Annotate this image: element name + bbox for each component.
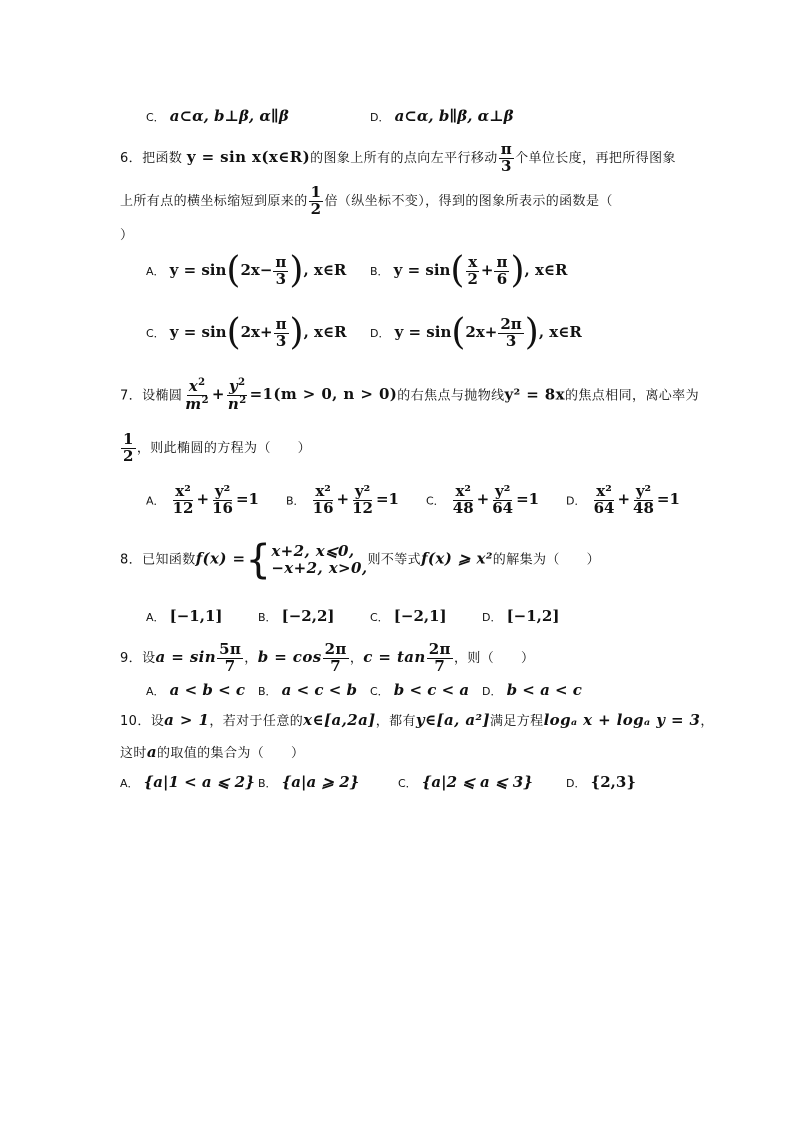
q7-option-d: D． $\frac{\text{x²}}{64}$ + $\frac{\text{y²}}{48}$ =1 xyxy=(566,482,680,517)
q9-a: a = sin xyxy=(155,647,217,666)
option-label: A． xyxy=(146,685,165,698)
question-number: 6． xyxy=(120,150,143,166)
option-inner: 2x+ xyxy=(465,323,498,341)
question-number: 8． xyxy=(120,552,143,568)
question-number: 7． xyxy=(120,388,143,404)
q6-option-b: B． y = sin( $\frac{x}{2}$ + $\frac{\pi}{6}$ ), x∈R xyxy=(370,250,568,291)
q9-option-a xyxy=(146,680,245,699)
q10-text: ，若对于任意的 xyxy=(209,714,304,729)
option-inner: 2x+ xyxy=(240,323,273,341)
option-label: C． xyxy=(398,777,417,790)
q6-option-a: A． y = sin(2x− $\frac{\pi}{3}$ ), x∈R xyxy=(146,250,347,291)
q10-condition: a > 1 xyxy=(164,711,210,729)
option-tail: , x∈R xyxy=(303,261,347,279)
option-label: D． xyxy=(370,327,390,340)
option-lead: y = sin xyxy=(169,261,227,279)
question-number: 9． xyxy=(120,650,143,666)
q6-stem-line1 xyxy=(120,142,676,175)
q7-text: ，则此椭圆的方程为（ ） xyxy=(136,440,312,456)
q8-piecewise: x+2, x⩽0, −x+2, x>0, xyxy=(271,541,368,577)
q6-text: 个单位长度，再把所得图象 xyxy=(515,150,676,166)
option-label: C． xyxy=(426,494,445,508)
q9-stem: 9．设a = sin $\frac{5\pi}{7}$ ，b = cos $\frac{2\pi}{7}$ ，c = tan $\frac{2\pi}{7}$ ，则（ ） xyxy=(120,640,535,675)
option-label: C． xyxy=(146,327,165,340)
q8-text: 则不等式 xyxy=(367,552,422,568)
q10-text: 设 xyxy=(150,714,165,729)
q6-stem-line2 xyxy=(120,185,613,218)
option-math: a⊂α, b⊥β, α∥β xyxy=(169,107,289,125)
option-value: [−1,2] xyxy=(506,607,560,625)
q10-text: ，都有 xyxy=(375,714,416,729)
q6-stem-line3 xyxy=(120,224,133,243)
option-tail: , x∈R xyxy=(303,323,347,341)
q7-option-c: C． $\frac{\text{x²}}{48}$ + $\frac{\text{y²}}{64}$ =1 xyxy=(426,482,540,517)
q6-text: 倍（纵坐标不变），得到的图象所表示的函数是（ xyxy=(324,193,613,209)
q5-option-c xyxy=(146,106,289,125)
option-label: D． xyxy=(370,111,390,124)
option-label: B． xyxy=(286,494,305,508)
option-label: B． xyxy=(258,685,277,698)
option-value: [−2,2] xyxy=(281,607,335,625)
q10-option-b xyxy=(258,772,359,791)
q10-text: ， xyxy=(700,714,714,729)
q8-text: 已知函数 xyxy=(142,552,196,568)
q10-var: a xyxy=(146,743,157,761)
q8-stem: 8．已知函数f(x) ={ x+2, x⩽0, −x+2, x>0, 则不等式f(x) ⩾ x²的解集为（ ） xyxy=(120,537,600,583)
q7-option-a: A． $\frac{\text{x²}}{12}$ + $\frac{\text{y²}}{16}$ =1 xyxy=(146,482,259,517)
option-value: a < b < c xyxy=(169,681,245,699)
q6-option-d: D． y = sin(2x+ $\frac{2\pi}{3}$ ), x∈R xyxy=(370,312,582,353)
q8-option-a xyxy=(146,606,222,625)
option-tail: , x∈R xyxy=(538,323,582,341)
q10-stem-line2 xyxy=(120,742,304,761)
q8-option-c xyxy=(370,606,447,625)
q10-text: 满足方程 xyxy=(489,714,544,729)
q7-text: 设椭圆 xyxy=(142,388,183,404)
q9-option-c xyxy=(370,680,469,699)
option-label: C． xyxy=(370,611,389,624)
q6-scale-fraction: $\frac{1}{2}$ xyxy=(310,183,322,218)
q9-option-d xyxy=(482,680,582,699)
q10-text: 这时 xyxy=(120,746,147,761)
option-label: D． xyxy=(482,611,502,624)
q10-equation: logₐ x + logₐ y = 3 xyxy=(543,711,701,729)
q6-shift-fraction: $\frac{\pi}{3}$ xyxy=(500,140,513,175)
option-label: A． xyxy=(146,611,165,624)
option-value: b < c < a xyxy=(393,681,470,699)
q8-option-d xyxy=(482,606,559,625)
option-label: D． xyxy=(482,685,502,698)
q7-eccentricity: $\frac{1}{2}$ xyxy=(123,430,134,465)
q10-option-c xyxy=(398,772,533,791)
q8-inequality: f(x) ⩾ x² xyxy=(421,549,493,568)
option-value: [−1,1] xyxy=(169,607,223,625)
q7-parabola: y² = 8x xyxy=(504,385,565,404)
q10-stem-line1 xyxy=(120,710,714,729)
option-label: C． xyxy=(146,111,165,124)
q6-text: 上所有点的横坐标缩短到原来的 xyxy=(120,193,308,209)
option-math: a⊂α, b∥β, α⊥β xyxy=(394,107,514,125)
q8-text: 的解集为（ ） xyxy=(492,552,600,568)
q10-text: 的取值的集合为（ ） xyxy=(156,746,305,761)
option-lead: y = sin xyxy=(394,323,452,341)
q9-b: b = cos xyxy=(257,647,322,666)
option-label: C． xyxy=(370,685,389,698)
option-value: {a|a ⩾ 2} xyxy=(281,773,360,791)
q9-text: ，则（ ） xyxy=(453,650,535,666)
option-label: B． xyxy=(370,265,389,278)
q6-text: ） xyxy=(120,228,134,243)
q9-c: c = tan xyxy=(363,647,426,666)
option-label: D． xyxy=(566,494,586,508)
q10-y-range: y∈[a, a²] xyxy=(415,711,490,729)
option-inner: 2x− xyxy=(240,261,273,279)
option-label: B． xyxy=(258,611,277,624)
q10-option-a xyxy=(120,772,255,791)
q7-option-b: B． $\frac{\text{x²}}{16}$ + $\frac{\text{y²}}{12}$ =1 xyxy=(286,482,399,517)
q7-stem-line1: 7．设椭圆 $\frac{x^2}{m^2}$ + $\frac{y^2}{n^2}$ =1(m > 0, n > 0)的右焦点与抛物线y² = 8x的焦点相同，离心率为 xyxy=(120,377,699,413)
q7-ellipse-condition: =1(m > 0, n > 0) xyxy=(249,385,398,404)
option-label: A． xyxy=(146,494,165,508)
q8-option-b xyxy=(258,606,335,625)
option-value: b < a < c xyxy=(506,681,582,699)
q6-function: y = sin x(x∈R) xyxy=(186,147,311,166)
option-label: A． xyxy=(120,777,139,790)
option-value: [−2,1] xyxy=(393,607,447,625)
q7-text: 的焦点相同，离心率为 xyxy=(564,388,699,404)
q6-text: 的图象上所有的点向左平行移动 xyxy=(310,150,498,166)
q9-option-b xyxy=(258,680,357,699)
question-number: 10． xyxy=(120,714,151,729)
option-value: a < c < b xyxy=(281,681,358,699)
option-lead: y = sin xyxy=(169,323,227,341)
option-value: {a|1 < a ⩽ 2} xyxy=(143,773,255,791)
q6-option-c: C． y = sin(2x+ $\frac{\pi}{3}$ ), x∈R xyxy=(146,312,347,353)
q8-function: f(x) = xyxy=(195,549,246,568)
q10-x-range: x∈[a,2a] xyxy=(303,711,376,729)
q9-text: 设 xyxy=(142,650,156,666)
option-label: A． xyxy=(146,265,165,278)
q6-text: 把函数 xyxy=(142,150,183,166)
option-tail: , x∈R xyxy=(524,261,568,279)
option-label: D． xyxy=(566,777,586,790)
q7-text: 的右焦点与抛物线 xyxy=(397,388,505,404)
q7-stem-line2 xyxy=(120,432,311,465)
option-value: {2,3} xyxy=(590,773,636,791)
option-lead: y = sin xyxy=(393,261,451,279)
q5-option-d xyxy=(370,106,514,125)
q10-option-d xyxy=(566,772,636,791)
option-value: {a|2 ⩽ a ⩽ 3} xyxy=(421,773,533,791)
option-label: B． xyxy=(258,777,277,790)
